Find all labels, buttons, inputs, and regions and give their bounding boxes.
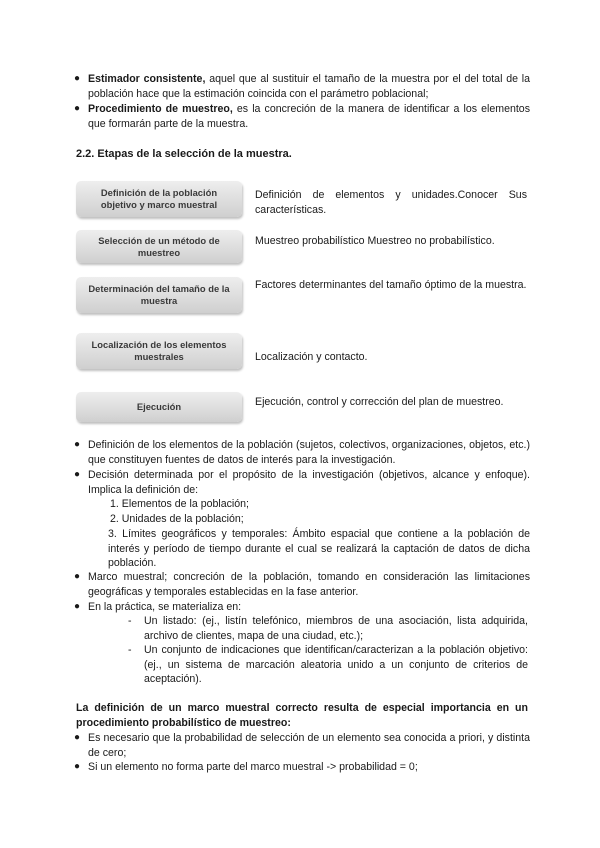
list-item-text: Marco muestral; concreción de la población, tomando en consideración las limitaciones geográficas y temporales establecidas en la fase anterior.	[88, 571, 530, 598]
bullet-icon: ●	[74, 732, 81, 743]
bullet-icon: ●	[74, 571, 81, 582]
list-item-text: En la práctica, se materializa en:	[88, 601, 242, 613]
stage-description: Muestreo probabilístico Muestreo no probabilístico.	[255, 235, 495, 247]
stage-box: Selección de un método de muestreo	[76, 230, 242, 263]
stage-description: Factores determinantes del tamaño óptimo de la muestra.	[255, 279, 527, 291]
list-item	[74, 72, 531, 101]
bullet-icon: ●	[74, 601, 81, 612]
dash-item-text: Un listado: (ej., listín telefónico, miembros de una asociación, lista adquirida, archivo de clientes, mapa de una ciudad, etc.);	[144, 615, 528, 642]
list-item-text: Si un elemento no forma parte del marco muestral -> probabilidad = 0;	[88, 761, 418, 773]
bullet-icon: ●	[74, 73, 81, 84]
list-item-text: Es necesario que la probabilidad de selección de un elemento sea conocida a priori, y distinta de cero;	[88, 732, 530, 759]
definition: aquel que al sustituir el tamaño de la muestra por el del total de la población hace que la estimación coincida con el parámetro poblacional;	[88, 73, 531, 100]
dash-icon: -	[128, 644, 132, 656]
stage-description: Localización y contacto.	[255, 351, 368, 363]
list-item	[74, 760, 530, 775]
list-item	[74, 102, 530, 131]
numbered-item: 1. Elementos de la población;	[110, 498, 249, 510]
dash-icon: -	[128, 615, 132, 627]
stage-box: Determinación del tamaño de la muestra	[76, 277, 242, 313]
bullet-icon: ●	[74, 439, 81, 450]
stage-description: Definición de elementos y unidades.Conocer Sus características.	[255, 189, 527, 216]
stage-box: Ejecución	[76, 392, 242, 422]
bullet-icon: ●	[74, 761, 81, 772]
list-item	[74, 438, 530, 467]
term: Procedimiento de muestreo,	[88, 103, 233, 115]
bullet-icon: ●	[74, 103, 81, 114]
stage-description: Ejecución, control y corrección del plan de muestreo.	[255, 396, 504, 408]
definition: es la concreción de la manera de identificar a los elementos que formarán parte de la muestra.	[88, 103, 530, 130]
section-heading: 2.2. Etapas de la selección de la muestra.	[76, 148, 292, 160]
stage-box: Definición de la población objetivo y marco muestral	[76, 181, 242, 217]
dash-item	[128, 643, 528, 687]
list-item-text: Definición de los elementos de la población (sujetos, colectivos, organizaciones, objetos, etc.) que constituyen fuentes de datos de interés para la investigación.	[88, 439, 530, 466]
term: Estimador consistente,	[88, 73, 206, 85]
list-item-text: Decisión determinada por el propósito de la investigación (objetivos, alcance y enfoque). Implica la definición de:	[88, 469, 530, 496]
dash-item-text: Un conjunto de indicaciones que identifican/caracterizan a la población objetivo: (ej., un sistema de marcación aleatoria unido a un conjunto de criterios de aceptación).	[144, 644, 528, 686]
numbered-item: 2. Unidades de la población;	[110, 513, 244, 525]
list-item	[74, 570, 530, 599]
dash-item	[128, 614, 528, 643]
bullet-icon: ●	[74, 469, 81, 480]
numbered-item: 3. Límites geográficos y temporales: Ámbito espacial que contiene a la población de interés y período de tiempo durante el cual se realizará la captación de datos de dicha población.	[108, 528, 530, 570]
list-item	[74, 731, 530, 760]
stage-box: Localización de los elementos muestrales	[76, 333, 242, 369]
list-item	[74, 600, 530, 615]
list-item	[74, 468, 530, 497]
closing-heading: La definición de un marco muestral correcto resulta de especial importancia en un procedimiento probabilístico de muestreo:	[76, 702, 528, 729]
